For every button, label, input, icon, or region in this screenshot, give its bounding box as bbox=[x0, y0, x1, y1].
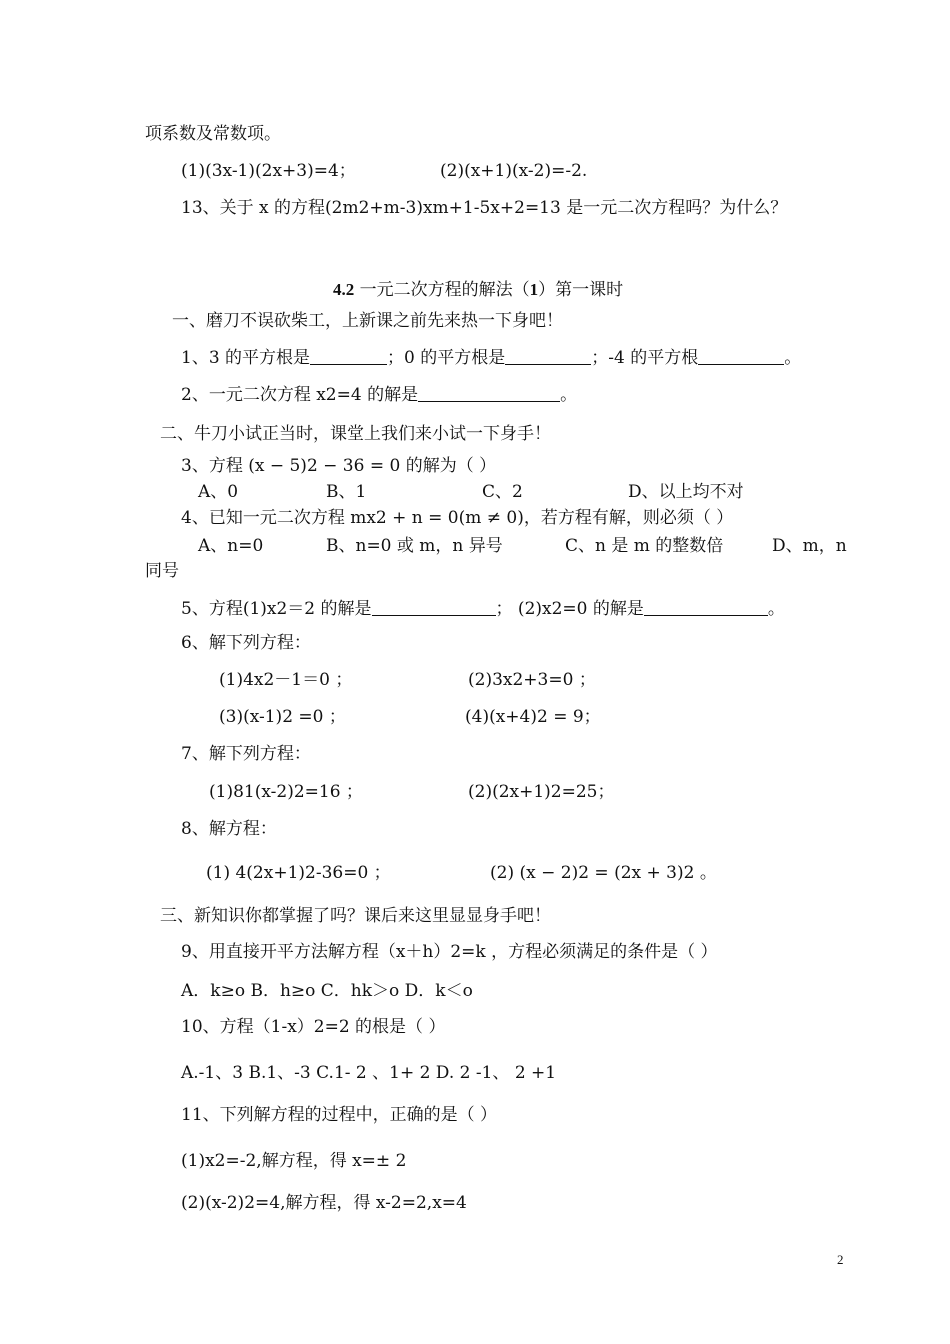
question-9-options: A．k≥o B．h≥o C．hk＞o D．k＜o bbox=[181, 981, 473, 1001]
equation-6-3: (3)(x-1)2 =0 ； bbox=[219, 707, 346, 727]
option-d-continued: 同号 bbox=[145, 561, 179, 581]
equation-7-2: (2)(2x+1)2=25； bbox=[468, 782, 615, 802]
question-5 bbox=[181, 598, 785, 620]
section-heading-3: 三、新知识你都掌握了吗？课后来这里显显身手吧！ bbox=[160, 906, 551, 926]
answer-blank[interactable] bbox=[698, 348, 784, 365]
question-8: 8、解方程： bbox=[181, 819, 277, 839]
question-text: 2、一元二次方程 x2=4 的解是 bbox=[181, 385, 419, 405]
question-4: 4、已知一元二次方程 mx2 + n = 0(m ≠ 0)，若方程有解，则必须（ ） bbox=[181, 508, 734, 528]
question-3: 3、方程 (x − 5)2 − 36 = 0 的解为（ ） bbox=[181, 456, 497, 476]
question-11-item-1: (1)x2=-2,解方程，得 x=± 2 bbox=[181, 1151, 407, 1171]
question-1 bbox=[181, 347, 801, 369]
answer-blank[interactable] bbox=[505, 348, 591, 365]
question-text: 5、方程(1)x2＝2 的解是 bbox=[181, 599, 372, 619]
question-text: 。 bbox=[784, 348, 802, 368]
question-text: ；0 的平方根是 bbox=[387, 348, 506, 368]
answer-blank[interactable] bbox=[372, 599, 496, 616]
option-d: D、以上均不对 bbox=[628, 482, 744, 502]
question-text: ； (2)x2=0 的解是 bbox=[495, 599, 644, 619]
question-10: 10、方程（1-x）2=2 的根是（ ） bbox=[181, 1017, 446, 1037]
question-text: 1、3 的平方根是 bbox=[181, 348, 311, 368]
question-11-item-2: (2)(x-2)2=4,解方程，得 x-2=2,x=4 bbox=[181, 1193, 467, 1213]
title-number: 4.2 bbox=[333, 280, 355, 299]
page-number: 2 bbox=[837, 1252, 844, 1267]
equation-2: (2)(x+1)(x-2)=-2. bbox=[440, 161, 588, 181]
equation-1: (1)(3x-1)(2x+3)=4； bbox=[181, 161, 356, 181]
section-heading-2: 二、牛刀小试正当时，课堂上我们来小试一下身手！ bbox=[160, 424, 551, 444]
question-7: 7、解下列方程： bbox=[181, 744, 311, 764]
section-title bbox=[333, 279, 623, 301]
question-text: 。 bbox=[767, 599, 785, 619]
equation-8-1: (1) 4(2x+1)2-36=0 ； bbox=[206, 863, 391, 883]
equation-6-4: (4)(x+4)2 = 9； bbox=[465, 707, 601, 727]
equation-6-1: (1)4x2－1＝0 ； bbox=[219, 670, 353, 690]
question-2 bbox=[181, 384, 577, 406]
answer-blank[interactable] bbox=[418, 385, 560, 402]
equation-8-2: (2) (x − 2)2 = (2x + 3)2 。 bbox=[490, 863, 717, 883]
question-6: 6、解下列方程： bbox=[181, 633, 311, 653]
question-13: 13、关于 x 的方程(2m2+m-3)xm+1-5x+2=13 是一元二次方程吗？为什么？ bbox=[181, 198, 788, 218]
question-9: 9、用直接开平方法解方程（x＋h）2=k ，方程必须满足的条件是（ ） bbox=[181, 942, 718, 962]
equation-6-2: (2)3x2+3=0 ； bbox=[468, 670, 596, 690]
answer-blank[interactable] bbox=[310, 348, 387, 365]
option-a: A、0 bbox=[198, 482, 239, 502]
title-text: 一元二次方程的解法（ bbox=[354, 280, 530, 300]
title-lesson: ）第一课时 bbox=[538, 280, 624, 300]
option-a: A、n=0 bbox=[198, 536, 264, 556]
question-text: ；-4 的平方根 bbox=[591, 348, 699, 368]
equation-7-1: (1)81(x-2)2=16 ； bbox=[209, 782, 363, 802]
option-d: D、m，n bbox=[772, 536, 847, 556]
option-b: B、1 bbox=[326, 482, 367, 502]
answer-blank[interactable] bbox=[644, 599, 768, 616]
option-c: C、2 bbox=[482, 482, 523, 502]
question-11: 11、下列解方程的过程中，正确的是（ ） bbox=[181, 1105, 498, 1125]
title-part: 1 bbox=[529, 280, 539, 299]
option-c: C、n 是 m 的整数倍 bbox=[565, 536, 724, 556]
question-text: 。 bbox=[560, 385, 578, 405]
question-10-options: A.-1、3 B.1、-3 C.1- 2 、1+ 2 D. 2 -1、 2 +1 bbox=[181, 1063, 557, 1083]
text-line: 项系数及常数项。 bbox=[145, 124, 281, 144]
option-b: B、n=0 或 m，n 异号 bbox=[326, 536, 503, 556]
section-heading-1: 一、磨刀不误砍柴工，上新课之前先来热一下身吧！ bbox=[172, 311, 563, 331]
